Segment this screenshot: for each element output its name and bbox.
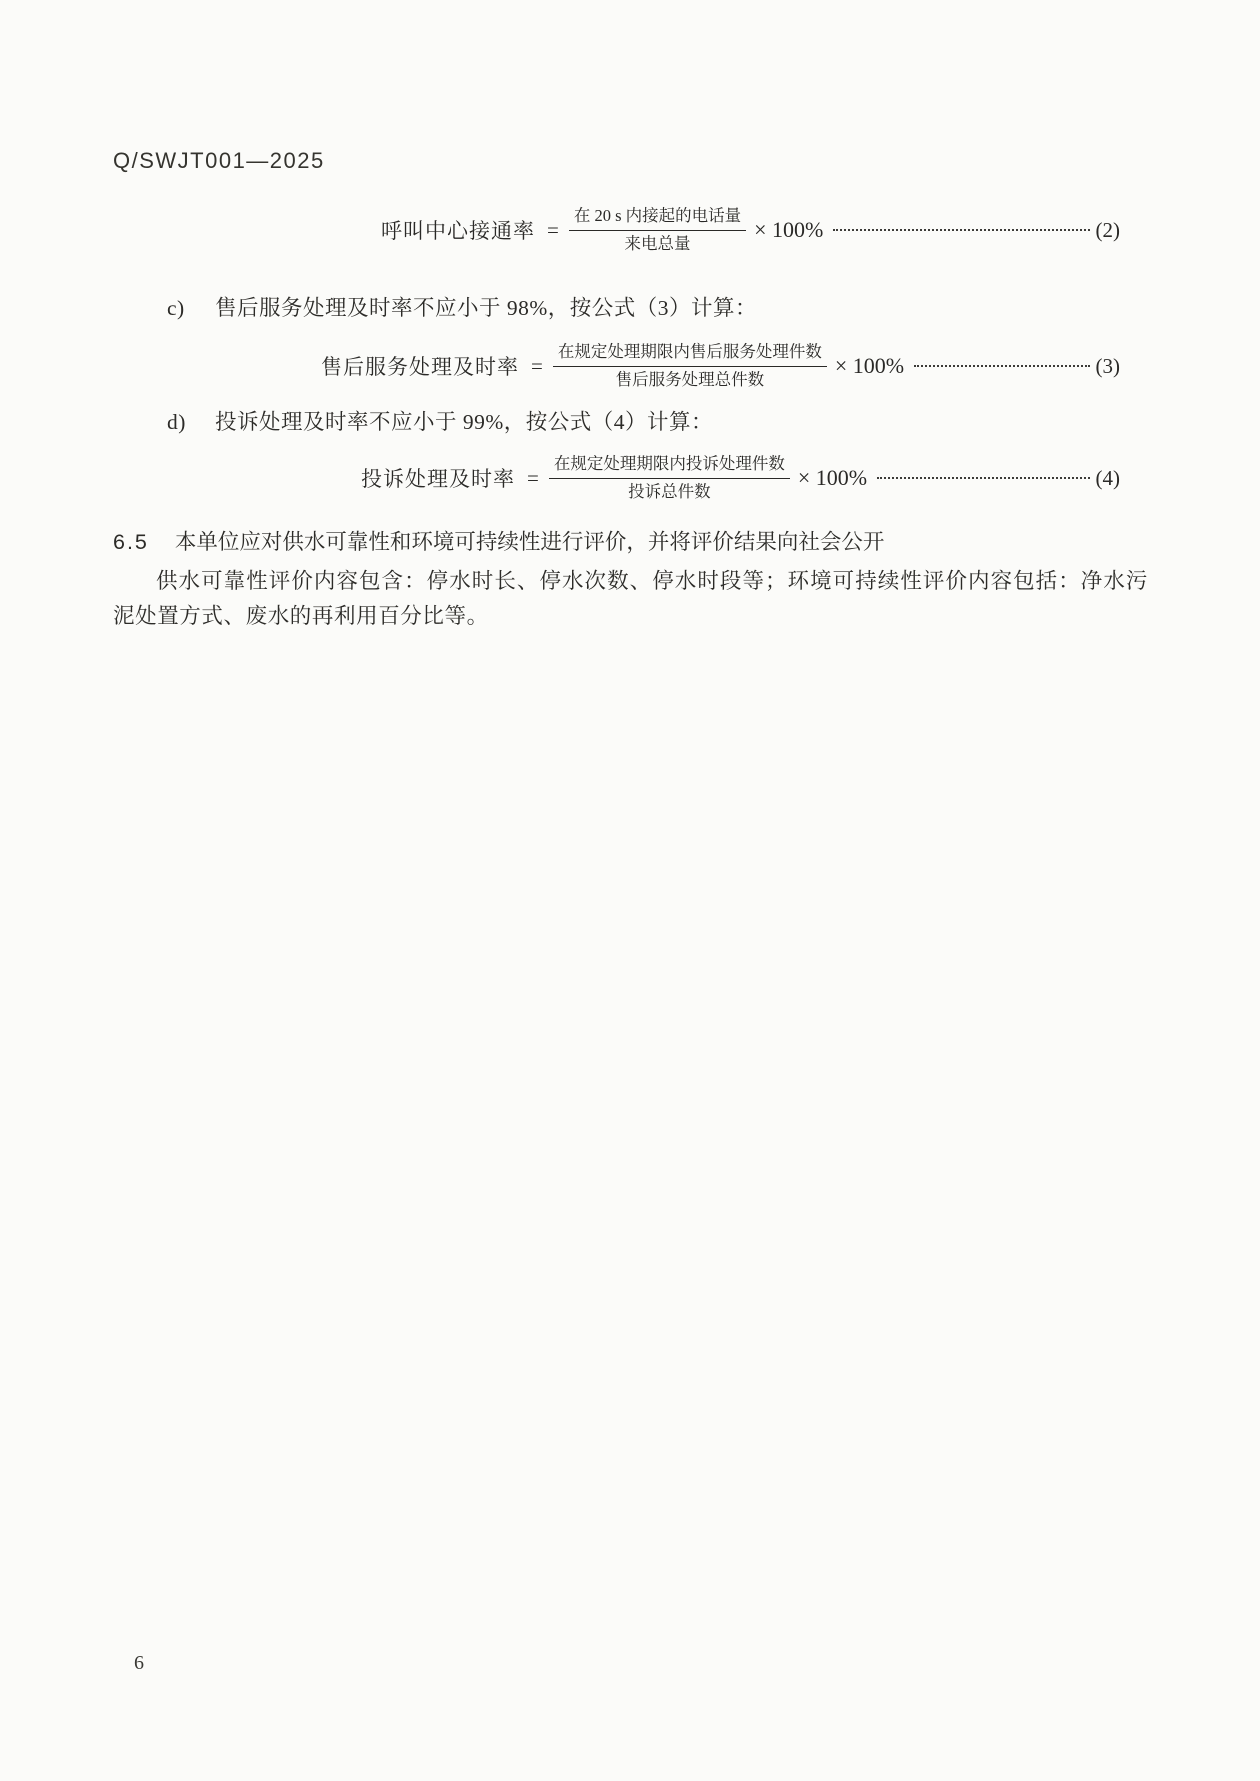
dotted-leader bbox=[877, 477, 1089, 479]
formula-lhs: 售后服务处理及时率 bbox=[321, 355, 519, 379]
list-item-text: 投诉处理及时率不应小于 99%，按公式（4）计算： bbox=[215, 410, 714, 434]
formula-lhs: 投诉处理及时率 bbox=[361, 467, 515, 491]
dotted-leader bbox=[833, 229, 1089, 231]
fraction-denominator: 来电总量 bbox=[624, 233, 691, 253]
formula-complaint-timeliness-rate bbox=[113, 446, 1120, 510]
equation-number: (2) bbox=[1095, 217, 1120, 242]
equals-sign: = bbox=[531, 353, 543, 378]
section-number: 6.5 bbox=[113, 530, 149, 554]
list-item-marker: c) bbox=[167, 296, 185, 320]
formula-multiplier: × 100% bbox=[834, 353, 905, 378]
dotted-leader bbox=[914, 365, 1089, 367]
equation-number: (3) bbox=[1095, 353, 1120, 378]
page-content bbox=[113, 148, 1148, 634]
fraction-denominator: 售后服务处理总件数 bbox=[615, 369, 765, 389]
formula-multiplier: × 100% bbox=[797, 465, 868, 490]
formula-multiplier: × 100% bbox=[754, 217, 824, 242]
formula-call-center-connection-rate bbox=[113, 198, 1120, 262]
equals-sign: = bbox=[527, 465, 539, 490]
formula-after-sales-timeliness-rate bbox=[113, 334, 1120, 398]
fraction bbox=[569, 205, 746, 255]
document-code: Q/SWJT001—2025 bbox=[113, 148, 325, 173]
list-item-marker: d) bbox=[167, 410, 186, 434]
section-heading-6-5 bbox=[113, 528, 1148, 556]
fraction-numerator: 在 20 s 内接起的电话量 bbox=[569, 205, 746, 230]
fraction bbox=[553, 341, 827, 391]
list-item-c bbox=[113, 294, 1148, 322]
list-item-text: 售后服务处理及时率不应小于 98%，按公式（3）计算： bbox=[215, 296, 758, 320]
fraction-denominator: 投诉总件数 bbox=[628, 481, 711, 501]
list-item-d bbox=[113, 408, 1148, 436]
section-title: 本单位应对供水可靠性和环境可持续性进行评价，并将评价结果向社会公开 bbox=[174, 530, 885, 554]
fraction bbox=[549, 453, 790, 503]
fraction-numerator: 在规定处理期限内售后服务处理件数 bbox=[553, 341, 827, 366]
page-number: 6 bbox=[134, 1652, 144, 1674]
equals-sign: = bbox=[547, 217, 559, 242]
fraction-numerator: 在规定处理期限内投诉处理件数 bbox=[549, 453, 790, 478]
section-body-paragraph: 供水可靠性评价内容包含：停水时长、停水次数、停水时段等；环境可持续性评价内容包括：净水污泥处置方式、废水的再利用百分比等。 bbox=[113, 569, 1148, 628]
equation-number: (4) bbox=[1095, 465, 1120, 490]
formula-lhs: 呼叫中心接通率 bbox=[381, 219, 535, 243]
